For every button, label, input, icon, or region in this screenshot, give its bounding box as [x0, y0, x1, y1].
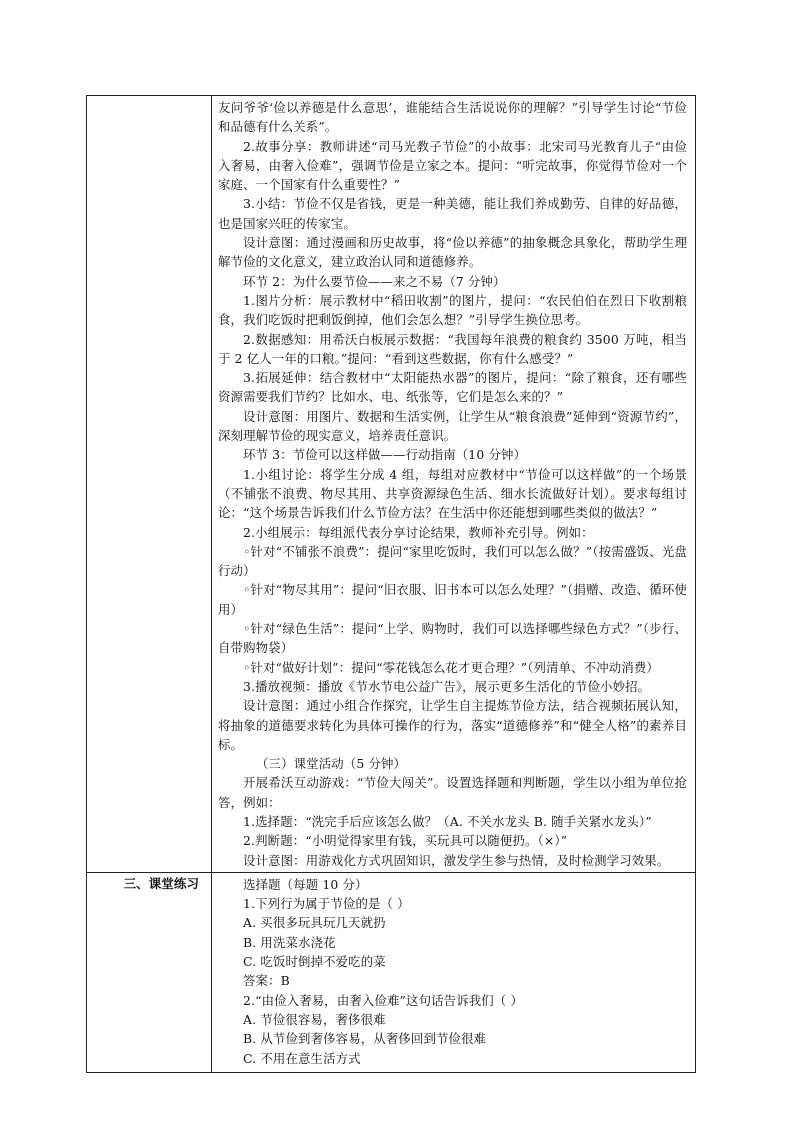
table-row: [87, 96, 696, 873]
bullet-item: ◦针对“物尽其用”：提问“旧衣服、旧书本可以怎么处理？”（捐赠、改造、循环使用）: [218, 582, 687, 617]
bullet-item: ◦针对“做好计划”：提问“零花钱怎么花才更合理？”（列清单、不冲动消费）: [243, 659, 659, 675]
paragraph: 1.图片分析：展示教材中“稻田收割”的图片，提问：“农民伯伯在烈日下收割粮食，我们吃饭时把剩饭倒掉，他们会怎么想？”引导学生换位思考。: [218, 292, 687, 328]
bullet-item: ◦针对“不铺张不浪费”：提问“家里吃饭时，我们可以怎么做？”（按需盛饭、光盘行动）: [218, 543, 687, 579]
lesson-plan-table: [86, 95, 696, 1073]
paragraph: 2.故事分享：教师讲述“司马光教子节俭”的小故事：北宋司马光教育儿子“由俭入奢易，由奢入俭难”，强调节俭是立家之本。提问：“听完故事，你觉得节俭对一个家庭、一个国家有什么重要性？”: [218, 138, 687, 193]
paragraph: 开展希沃互动游戏：“节俭大闯关”。设置选择题和判断题，学生以小组为单位抢答，例如：: [218, 775, 687, 810]
option: A. 买很多玩具玩几天就扔: [243, 915, 386, 931]
table-row: [87, 872, 696, 1072]
row-content-cell: [212, 872, 696, 1072]
question: 1.下列行为属于节俭的是（ ）: [243, 896, 410, 912]
section-heading: 环节 3：节俭可以这样做——行动指南（10 分钟）: [243, 447, 527, 463]
exercise-content: [212, 873, 695, 1072]
paragraph: 设计意图：用图片、数据和生活实例，让学生从“粮食浪费”延伸到“资源节约”，深刻理解节俭的现实意义，培养责任意识。: [218, 408, 687, 444]
teaching-process-content: [212, 96, 695, 872]
option: B. 用洗菜水浇花: [243, 934, 336, 950]
paragraph: 友问爷爷‘俭以养德是什么意思’，谁能结合生活说说你的理解？”引导学生讨论“节俭和品德有什么关系”。: [218, 100, 687, 135]
option: C. 吃饭时倒掉不爱吃的菜: [243, 954, 386, 970]
option: C. 不用在意生活方式: [243, 1050, 361, 1066]
row-label-cell: [87, 872, 212, 1072]
row-content-cell: [212, 96, 696, 873]
paragraph: 设计意图：用游戏化方式巩固知识，激发学生参与热情，及时检测学习效果。: [243, 852, 670, 868]
question: 2.“由俭入奢易，由奢入俭难”这句话告诉我们（ ）: [243, 992, 523, 1008]
paragraph: 2.数据感知：用希沃白板展示数据：“我国每年浪费的粮食约 3500 万吨，相当于 2 亿人一年的口粮。”提问：“看到这些数据，你有什么感受？”: [218, 331, 687, 366]
option: A. 节俭很容易，奢侈很难: [243, 1011, 386, 1027]
section-label: 三、课堂练习: [123, 875, 199, 891]
section-heading: 环节 2：为什么要节俭——来之不易（7 分钟）: [243, 273, 506, 289]
paragraph: 2.小组展示：每组派代表分享讨论结果，教师补充引导。例如：: [243, 524, 594, 540]
paragraph: 设计意图：通过小组合作探究，让学生自主提炼节俭方法，结合视频拓展认知，将抽象的道德要求转化为具体可操作的行为，落实“道德修养”和“健全人格”的素养目标。: [218, 698, 687, 752]
paragraph: 2.判断题：“小明觉得家里有钱，买玩具可以随便扔。（×）”: [243, 833, 568, 849]
paragraph: 3.拓展延伸：结合教材中“太阳能热水器”的图片，提问：“除了粮食，还有哪些资源需要我们节约？比如水、电、纸张等，它们是怎么来的？”: [218, 370, 687, 405]
paragraph: 1.小组讨论：将学生分成 4 组，每组对应教材中“节俭可以这样做”的一个场景（不铺张不浪费、物尽其用、共享资源绿色生活、细水长流做好计划）。要求每组讨论：“这个场景告诉我们什么节俭方法？在生活中你还能想到哪些类似的做法？”: [218, 466, 687, 521]
row-label-cell-empty: [87, 96, 212, 873]
option: B. 从节俭到奢侈容易，从奢侈回到节俭很难: [243, 1031, 487, 1047]
section-heading: （三）课堂活动（5 分钟）: [256, 756, 407, 772]
exercise-heading: 选择题（每题 10 分）: [243, 876, 368, 892]
bullet-item: ◦针对“绿色生活”：提问“上学、购物时，我们可以选择哪些绿色方式？”（步行、自带购物袋）: [218, 621, 687, 656]
answer: 答案：B: [243, 973, 290, 989]
paragraph: 3.播放视频：播放《节水节电公益广告》，展示更多生活化的节俭小妙招。: [243, 678, 651, 694]
paragraph: 1.选择题：“洗完手后应该怎么做？（A. 不关水龙头 B. 随手关紧水龙头）”: [243, 813, 652, 829]
paragraph: 设计意图：通过漫画和历史故事，将“俭以养德”的抽象概念具象化，帮助学生理解节俭的文化意义，建立政治认同和道德修养。: [218, 235, 687, 270]
paragraph: 3.小结：节俭不仅是省钱，更是一种美德，能让我们养成勤劳、自律的好品德，也是国家兴旺的传家宝。: [218, 196, 687, 231]
